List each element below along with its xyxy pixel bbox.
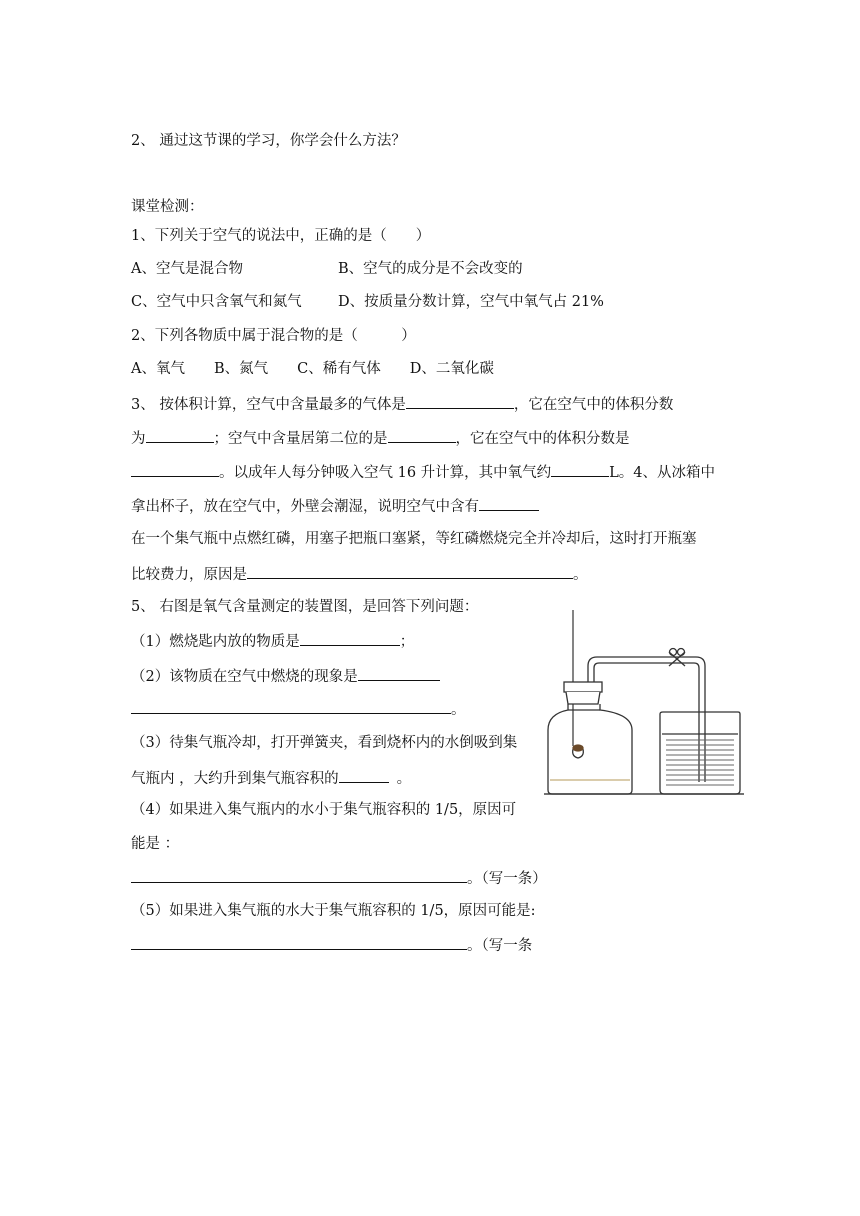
question-5-part-1 (131, 630, 414, 652)
answer-blank[interactable] (406, 393, 514, 409)
q5-1-end: ； (399, 634, 415, 650)
answer-blank[interactable] (479, 495, 539, 511)
question-2-options: A、氧气 B、氮气 C、稀有气体 D、二氧化碳 (131, 361, 494, 377)
question-4-line-2: 在一个集气瓶中点燃红磷，用塞子把瓶口塞紧，等红磷燃烧完全并冷却后，这时打开瓶塞 (131, 531, 697, 547)
question-5-part-2 (131, 665, 440, 687)
q3-text-7: L。4、从冰箱中 (609, 465, 716, 481)
question-5-part-3b (131, 767, 411, 789)
question-1: 1、下列关于空气的说法中，正确的是（ ） (131, 228, 431, 244)
question-2: 2、下列各物质中属于混合物的是（ ） (131, 328, 416, 344)
question-5-part-4b: 能是 ： (131, 836, 180, 852)
q3-text-4: ；空气中含量居第二位的是 (213, 431, 388, 447)
answer-blank[interactable] (131, 461, 219, 477)
q5-3-text: 气瓶内 ，大约升到集气瓶容积的 (131, 771, 339, 787)
q3-text-2: ，它在空气中的体积分数 (513, 397, 674, 413)
question-5-part-3a: （3）待集气瓶冷却，打开弹簧夹，看到烧杯内的水倒吸到集 (131, 735, 518, 751)
answer-blank[interactable] (247, 563, 573, 579)
question-3-line-3 (131, 461, 715, 483)
answer-blank[interactable] (300, 630, 400, 646)
question-4-line-3 (131, 563, 588, 585)
question-1-option-c: C、空气中只含氧气和氮气 (131, 294, 302, 310)
q5-5-end: 。（写一条 (467, 938, 533, 954)
answer-blank[interactable] (131, 698, 451, 714)
question-5-part-4c (131, 867, 547, 889)
question-1-option-a: A、空气是混合物 (131, 261, 243, 277)
q5-3-end: 。 (396, 771, 412, 787)
question-5-part-2-cont (131, 698, 466, 720)
answer-blank[interactable] (131, 934, 467, 950)
q4-text-1: 拿出杯子，放在空气中，外壁会潮湿，说明空气中含有 (131, 499, 479, 515)
answer-blank[interactable] (388, 427, 456, 443)
gas-collection-bottle-and-beaker-apparatus-icon (544, 606, 744, 802)
answer-blank[interactable] (339, 767, 389, 783)
q5-2-text: （2）该物质在空气中燃烧的现象是 (131, 669, 358, 685)
question-5-part-4a: （4）如果进入集气瓶内的水小于集气瓶容积的 1/5，原因可 (131, 802, 517, 818)
answer-blank[interactable] (358, 665, 440, 681)
q5-2-end: 。 (451, 702, 466, 718)
question-5: 5、 右图是氧气含量测定的装置图，是回答下列问题： (131, 599, 479, 615)
q3-text-1: 3、 按体积计算，空气中含量最多的气体是 (131, 397, 406, 413)
question-1-option-b: B、空气的成分是不会改变的 (338, 261, 523, 277)
question-4-line-1 (131, 495, 539, 517)
answer-blank[interactable] (131, 867, 467, 883)
q3-text-3: 为 (131, 431, 146, 447)
answer-blank[interactable] (551, 461, 609, 477)
q4-text-3: 。 (573, 567, 588, 583)
question-5-part-5a: （5）如果进入集气瓶的水大于集气瓶容积的 1/5，原因可能是: (131, 903, 536, 919)
question-3-line-1 (131, 393, 673, 415)
answer-blank[interactable] (146, 427, 214, 443)
q3-text-6: 。以成年人每分钟吸入空气 16 升计算，其中氧气约 (219, 465, 552, 481)
q3-text-5: ，它在空气中的体积分数是 (455, 431, 630, 447)
section-title: 课堂检测： (131, 199, 204, 215)
question-5-part-5b (131, 934, 532, 956)
q2-reflection-question: 2、 通过这节课的学习，你学会什么方法？ (131, 133, 406, 149)
q5-4-end: 。（写一条） (467, 871, 547, 887)
question-3-line-2 (131, 427, 630, 449)
q5-1-text: （1）燃烧匙内放的物质是 (131, 634, 300, 650)
q4-text-2: 比较费力，原因是 (131, 567, 247, 583)
question-1-option-d: D、按质量分数计算，空气中氧气占 21% (338, 294, 604, 310)
